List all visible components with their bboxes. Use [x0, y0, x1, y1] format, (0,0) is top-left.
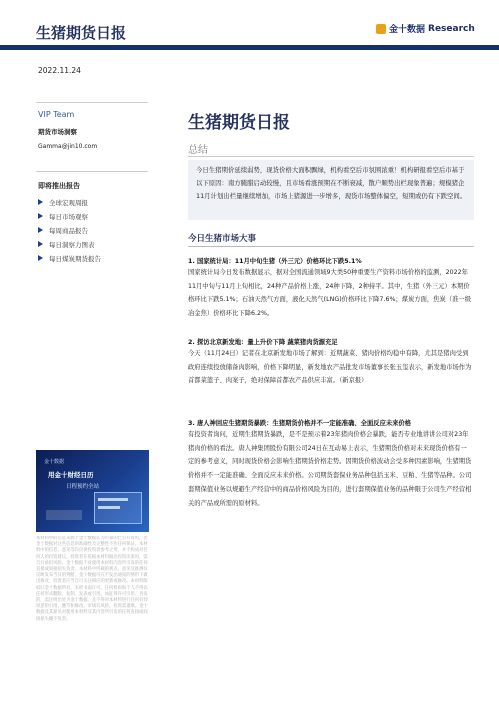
summary-heading: 总结	[188, 145, 208, 156]
upcoming-reports-heading: 即将推出报告	[38, 182, 80, 190]
brand-logo[interactable]	[376, 22, 475, 35]
upcoming-report-item[interactable]	[38, 251, 101, 265]
triangle-bullet-icon	[38, 199, 43, 205]
promo-headline: 用金十财经日历	[48, 471, 94, 479]
logo-text: 金十数据	[389, 25, 426, 35]
report-date: 2022.11.24	[38, 66, 81, 75]
news-item-body: 国家统计局今日发布数据显示，据对全国流通领域9大类50种重要生产资料市场价格的监测，2022年11月中旬与11月上旬相比，24种产品价格上涨，24种下降，2种持平。其中，生猪（外三元）本期价格环比下跌5.1%；石油天然气方面，液化天然气(LNG)价格环比下降7.6%；煤炭方面，焦炭（准一级冶金焦）价格环比下降6.2%。	[188, 269, 471, 318]
promo-subline: 日程预约全站	[66, 484, 100, 490]
triangle-bullet-icon	[38, 213, 43, 219]
logo-research-text: Research	[428, 23, 475, 34]
upcoming-report-label: 每日煤炭期货报告	[49, 254, 101, 263]
upcoming-report-label: 每周商品报告	[49, 226, 88, 235]
news-item-heading: 3. 唐人神回应生猪期货暴跌：生猪期货价格并不一定能准确、全面反应未来价格	[188, 420, 412, 427]
upcoming-report-item[interactable]	[38, 223, 101, 237]
promo-banner[interactable]	[36, 450, 149, 532]
upcoming-report-label: 全球宏观周报	[49, 198, 88, 207]
summary-text: 今日生猪期价延续弱势，现货价格大面积飘绿，机构看空后市氛围浓重！机构研报看空后市基于以下原因：南方腌腊启动较慢，且市场看涨预期在不断衰减，散户顺势出栏现象普遍；规模猪企11月计划出栏量继续增加，市场上猪源进一步增多，现货市场整体偏空，短期或仍有下跌空间。	[196, 166, 467, 200]
disclaimer-text: 本材料中的信息来源于金十数据认为可靠的已公开资料，但金十数据对这些信息的准确性及完整性不作任何保证。本材料中的信息、意见等均仅供投资者参考之用，并不构成对任何人的投资建议。投资者在依据本材料做出投资决策时，需自行承担风险。金十数据不对使用本材料内容所引发的任何直接或间接损失负责。本材料中所载的观点、意见及推测仅反映发布当日的判断，金十数据可在不发出通知的情形下做出修改，投资者应当自行关注相应的更新或修改。本材料版权归金十数据所有，未经书面许可，任何机构和个人不得以任何形式翻版、复制、发表或引用。如征得许可引用、刊发的，需注明出处为金十数据，且不得对本材料进行任何有悖原意的引用、删节和修改。市场有风险，投资需谨慎。金十数据及其雇员对使用本材料及其内容所引发的任何直接或间接损失概不负责。	[36, 536, 148, 622]
header-divider	[0, 45, 499, 50]
promo-graphic-bar	[98, 498, 128, 501]
contact-email[interactable]: Gamma@jin10.com	[38, 143, 98, 150]
upcoming-reports-list	[38, 195, 101, 265]
sidebar-divider	[36, 102, 148, 103]
news-item-heading: 2. 探访北京新发地：量上升价下降 蔬菜猪肉货源充足	[188, 339, 338, 346]
upcoming-report-item[interactable]	[38, 237, 101, 251]
promo-graphic-bar	[98, 506, 120, 509]
vip-team-label: VIP Team	[38, 110, 75, 119]
section-divider	[188, 246, 474, 247]
main-title: 生猪期货日报	[188, 113, 290, 133]
summary-divider	[188, 156, 474, 157]
triangle-bullet-icon	[38, 227, 43, 233]
triangle-bullet-icon	[38, 241, 43, 247]
upcoming-report-label: 每日洞察力图表	[49, 240, 95, 249]
triangle-bullet-icon	[38, 255, 43, 261]
news-item-body: 今天（11月24日）记者在北京新发地市场了解到：近期蔬菜、猪肉价格均稳中有降，尤其是猪肉受到政府连续投放储备肉影响，价格下降明显，新发地农产品批发市场董事长张玉玺表示，新发地市场作为首都菜篮子、肉案子，绝对保障首都农产品供应丰富。（新京报）	[188, 350, 472, 385]
news-item-body: 有投资者询问，近期生猪期货暴跌，是不是预示着23年猪肉价格会暴跌，能否专业地讲讲公司对23年猪肉价格的看法。唐人神集团股份有限公司24日在互动易上表示，生猪期货价格对未来现货价格有一定的参考意义，同时现货价格会影响生猪期货价格走势。因期货价格波动会受多种因素影响，生猪期货价格并不一定能准确、全面反应未来价格。公司期货套保业务品种包括玉米、豆粕、生猪等品种。公司套期保值业务以规避生产经营中的商品价格风险为目的，进行套期保值业务的品种限于公司生产经营相关的产品或所需的原材料。	[188, 431, 472, 507]
section-heading: 今日生猪市场大事	[188, 234, 257, 244]
report-header-title: 生猪期货日报	[36, 24, 127, 42]
logo-icon	[376, 24, 386, 34]
promo-graphic-block	[46, 510, 82, 520]
news-item-heading: 1. 国家统计局：11月中旬生猪（外三元）价格环比下跌5.1%	[188, 258, 362, 265]
upcoming-report-item[interactable]	[38, 209, 101, 223]
sidebar-divider	[36, 171, 148, 172]
upcoming-report-item[interactable]	[38, 195, 101, 209]
department-label: 期货市场洞察	[38, 128, 77, 136]
upcoming-report-label: 每日市场观察	[49, 212, 88, 221]
promo-tag: 金十数据	[44, 459, 65, 465]
